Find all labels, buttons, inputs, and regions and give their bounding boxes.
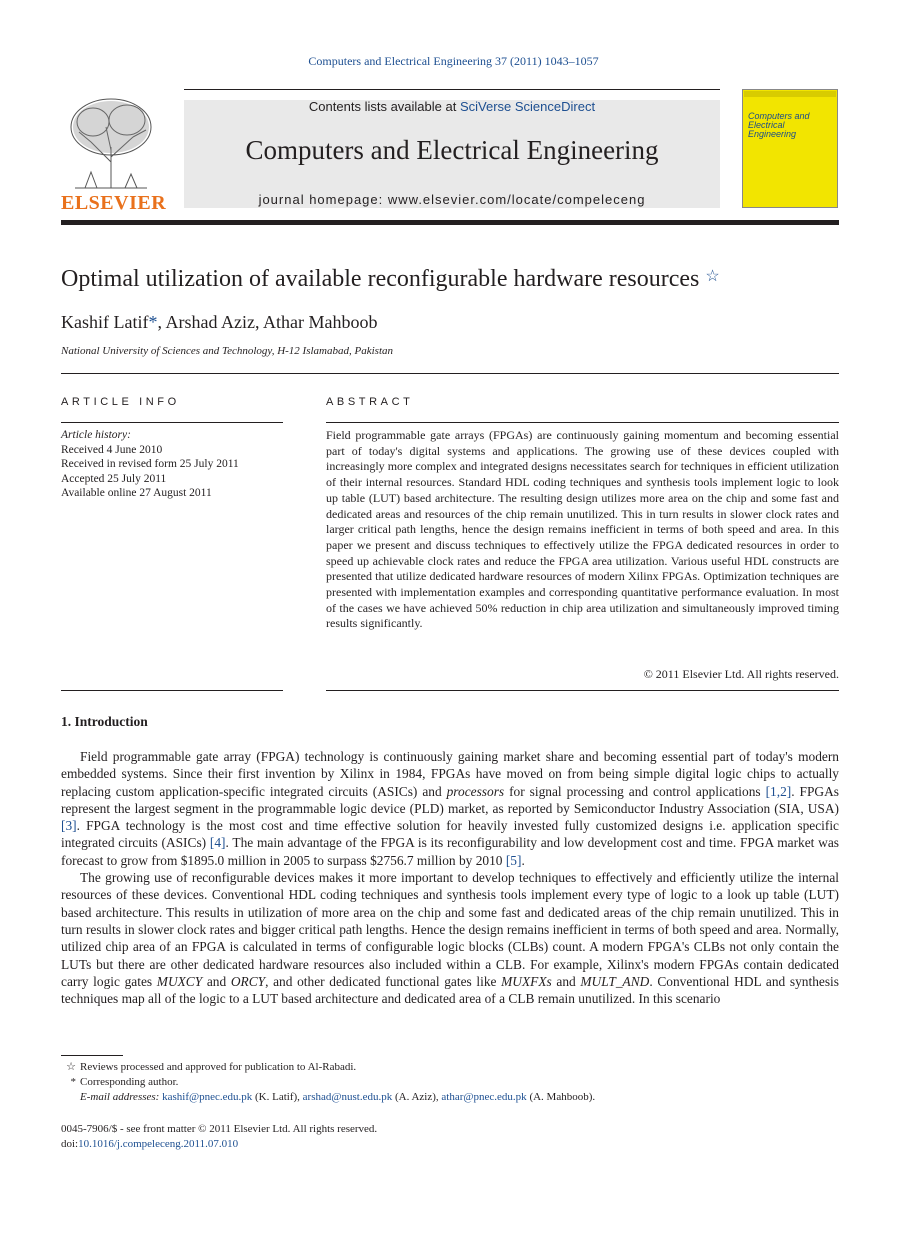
citation-link[interactable]: [5]	[505, 852, 522, 868]
history-entry: Accepted 25 July 2011	[61, 472, 167, 485]
article-info-rule	[61, 422, 283, 423]
issn-line: 0045-7906/$ - see front matter © 2011 Elsevier Ltd. All rights reserved.	[61, 1123, 378, 1135]
introduction-heading: 1. Introduction	[61, 714, 148, 729]
doi-link[interactable]: 10.1016/j.compeleceng.2011.07.010	[78, 1137, 239, 1150]
journal-title: Computers and Electrical Engineering	[245, 135, 659, 165]
article-info-rule	[61, 690, 283, 691]
footnote: * Corresponding author.	[61, 1075, 839, 1090]
front-matter-info	[61, 1122, 377, 1151]
copyright-notice: © 2011 Elsevier Ltd. All rights reserved.	[643, 667, 839, 681]
homepage-prefix: journal homepage:	[258, 192, 388, 207]
article-title	[61, 266, 720, 293]
abstract-rule	[326, 690, 839, 691]
email-link[interactable]: arshad@nust.edu.pk	[302, 1091, 393, 1103]
footnote-rule	[61, 1055, 123, 1056]
corresponding-author-mark[interactable]: *	[148, 312, 158, 332]
paragraph: The growing use of reconfigurable devices makes it more important to develop techniques to effectively and efficiently utilize the internal resources of these devices. Conventional HDL coding techniques and synthesis tools implement every type of logic to a look up table (LUT) based architecture. This results in utilization of more area on the chip and some fast and dedicated areas of the chip remain unutilized. This in turn results in slower clock rates and bigger critical path lengths. Hence the design remains inefficient in terms of both speed and area. Normally, utilized chip area of an FPGA is calculated in terms of configurable logic blocks (CLBs) count. A modern FPGA's CLBs not only contain the LUTs but there are other dedicated hardware resources also included within a CLB. For example, Xilinx's modern FPGAs contain dedicated carry logic gates MUXCY and ORCY, and other dedicated functional gates like MUXFXs and MULT_AND. Conventional HDL and synthesis techniques map all of the logic to a LUT based architecture and dedicated area of a CLB remain unutilized. In this scenario	[61, 870, 839, 1007]
article-info-heading: ARTICLE INFO	[61, 396, 180, 408]
publisher-wordmark: ELSEVIER	[61, 192, 167, 214]
footnote: ☆ Reviews processed and approved for publication to Al-Rabadi.	[61, 1060, 839, 1075]
history-entry: Received in revised form 25 July 2011	[61, 458, 239, 470]
cover-title: Computers and Electrical Engineering	[748, 111, 810, 139]
introduction-body	[61, 748, 839, 1007]
homepage-link[interactable]: www.elsevier.com/locate/compeleceng	[387, 192, 646, 207]
footnote-mark: ☆	[66, 1061, 76, 1073]
section-divider	[61, 373, 839, 374]
abstract-heading: ABSTRACT	[326, 396, 414, 408]
abstract-text: Field programmable gate arrays (FPGAs) are continuously gaining momentum and becoming essential part of today's digital systems and applications. The growing use of these devices coupled with increasingly more complex and integrated designs necessitates search for techniques in efficient utilization of their internal resources. Standard HDL coding techniques and synthesis tools implement logic to look up table (LUT) based architecture. The resulting design utilizes more area on the chip and some fast and dedicated areas and resources of the chip remain unutilized. This in turn results in slower clock rates and larger critical path lengths, hence the design remains inefficient in terms of both speed and area. In this paper we present and discuss techniques to effectively utilize the FPGA dedicated resources in order to speed up achievable clock rates and reduce the FPGA area utilization. Various useful HDL constructs are presented that utilize dedicated hardware resources of modern Xilinx FPGAs. Optimization techniques are presented with implementation examples and corresponding quantitative performance evaluation. In most of the cases we have achieved 50% reduction in chip area utilization and simultaneously improved timing results significantly.	[326, 428, 839, 631]
author-list: Kashif Latif*, Arshad Aziz, Athar Mahboob	[61, 312, 378, 332]
journal-cover-thumbnail[interactable]	[742, 89, 838, 208]
citation-link[interactable]: [1,2]	[765, 783, 792, 799]
journal-citation[interactable]: Computers and Electrical Engineering 37 (2011) 1043–1057	[308, 54, 599, 68]
footnote-mark: *	[70, 1076, 76, 1088]
sciencedirect-link[interactable]: SciVerse ScienceDirect	[459, 99, 596, 114]
abstract-rule	[326, 422, 839, 423]
journal-homepage	[184, 192, 720, 207]
author-name: Kashif Latif	[61, 312, 149, 332]
history-entry: Available online 27 August 2011	[61, 487, 212, 499]
title-footnote-mark[interactable]: ☆	[705, 268, 720, 285]
author-name: Athar Mahboob	[262, 312, 378, 332]
contents-availability	[184, 99, 720, 114]
history-entry: Received 4 June 2010	[61, 443, 163, 456]
header-rule	[184, 89, 720, 90]
header-divider	[61, 220, 839, 225]
email-link[interactable]: athar@pnec.edu.pk	[441, 1091, 527, 1103]
email-link[interactable]: kashif@pnec.edu.pk	[162, 1091, 253, 1103]
citation-link[interactable]: [4]	[209, 835, 226, 851]
footnotes	[61, 1060, 839, 1105]
cover-stripe	[744, 91, 836, 97]
article-history	[61, 428, 239, 501]
doi-line: doi:10.1016/j.compeleceng.2011.07.010	[61, 1137, 239, 1150]
paragraph: Field programmable gate array (FPGA) technology is continuously gaining market share and becoming essential part of today's modern embedded systems. Since their first invention by Xilinx in 1984, FPGAs have moved on from being simple digital logic chips to actually replacing custom application-specific integrated circuits (ASICs) and processors for signal processing and control applications [1,2]. FPGAs represent the largest segment in the programmable logic device (PLD) market, as reported by Semiconductor Industry Association (SIA, USA) [3]. FPGA technology is the most cost and time effective solution for heavily invested fully customized designs i.e. application specific integrated circuits (ASICs) [4]. The main advantage of the FPGA is its reconfigurability and low development cost and time. FPGA market was forecast to grow from $1895.0 million in 2005 to surpass $2756.7 million by 2010 [5].	[61, 749, 839, 868]
history-label: Article history:	[61, 429, 131, 441]
contents-prefix: Contents lists available at	[308, 99, 460, 114]
affiliation: National University of Sciences and Technology, H-12 Islamabad, Pakistan	[61, 345, 393, 357]
email-label: E-mail addresses:	[80, 1091, 160, 1103]
author-name: Arshad Aziz	[165, 312, 255, 332]
article-title-text: Optimal utilization of available reconfigurable hardware resources	[61, 266, 700, 292]
email-footnote: E-mail addresses: kashif@pnec.edu.pk (K. Latif), arshad@nust.edu.pk (A. Aziz), athar@pnec.edu.pk (A. Mahboob).	[80, 1091, 596, 1103]
citation-link[interactable]: [3]	[61, 818, 77, 834]
